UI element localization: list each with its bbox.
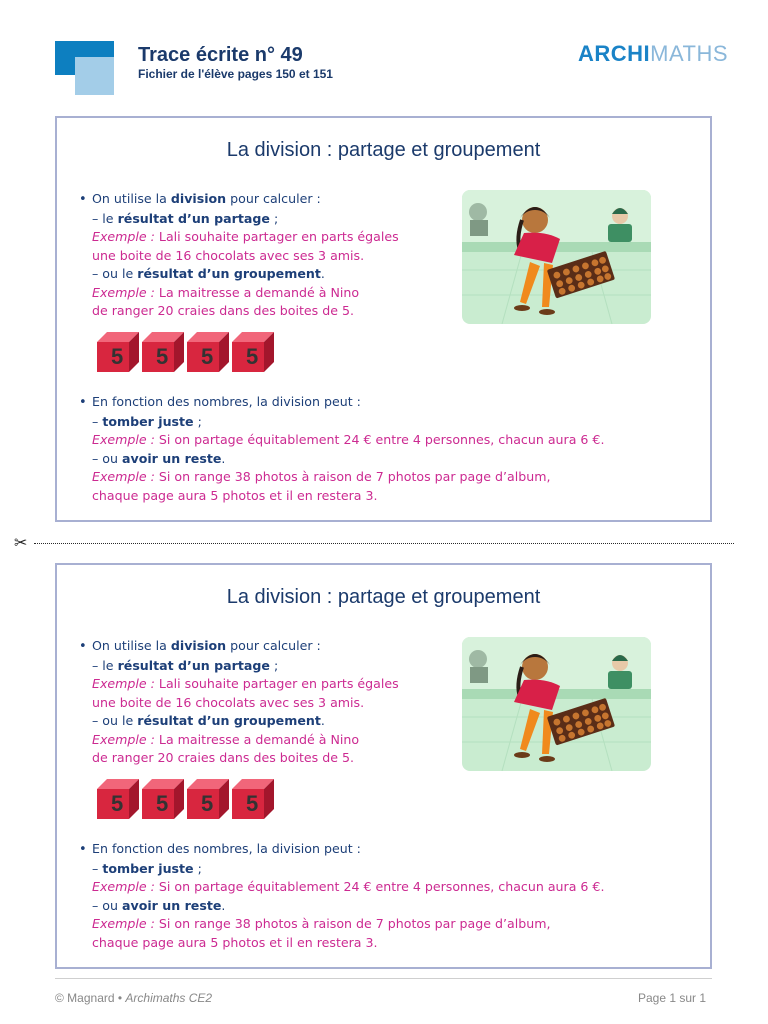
brand-part1: ARCHI <box>578 41 651 66</box>
brand-part2: MATHS <box>650 41 729 66</box>
example-label: Exemple : <box>92 469 155 484</box>
example-label: Exemple : <box>92 879 155 894</box>
section-division-uses <box>79 637 399 768</box>
example-label: Exemple : <box>92 916 155 931</box>
card-title: La division : partage et groupement <box>226 586 541 608</box>
text-run: ; <box>269 657 279 673</box>
text-run: pour calculer : <box>226 191 321 206</box>
keyword: tomber juste <box>102 860 194 876</box>
box-digit: 5 <box>156 344 169 369</box>
example-line <box>79 915 604 934</box>
text-run: – ou <box>92 450 122 466</box>
box-digit: 5 <box>201 791 214 816</box>
chalk-box-icon <box>97 332 139 372</box>
footer-divider <box>55 978 712 979</box>
example-line: de ranger 20 craies dans des boites de 5. <box>92 303 354 318</box>
example-label: Exemple : <box>92 676 155 691</box>
text-run: – ou le <box>92 266 138 281</box>
bullet-icon: • <box>79 639 87 654</box>
bullet-icon: • <box>79 192 87 207</box>
keyword: avoir un reste <box>122 450 222 466</box>
box-digit: 5 <box>111 344 124 369</box>
bullet-icon: • <box>79 395 87 410</box>
box-digit: 5 <box>111 791 124 816</box>
girl-chocolates-illustration <box>462 637 651 771</box>
chalk-box-icon <box>232 332 274 372</box>
chalk-box-icon <box>142 332 184 372</box>
text-line <box>79 840 604 860</box>
text-line <box>79 210 399 229</box>
chalk-box-icon <box>187 779 229 819</box>
box-digit: 5 <box>156 791 169 816</box>
chalk-box-icon <box>232 779 274 819</box>
text-run: ; <box>193 413 202 429</box>
keyword: tomber juste <box>102 413 194 429</box>
text-run: ; <box>193 860 202 876</box>
text-line <box>79 712 399 731</box>
text-line <box>79 657 399 676</box>
text-run: Lali souhaite partager en parts égales <box>154 676 399 691</box>
text-line <box>79 450 604 469</box>
footer-page-number: Page 1 sur 1 <box>638 991 707 1005</box>
text-line <box>79 265 399 284</box>
example-label: Exemple : <box>92 284 155 300</box>
keyword: résultat d’un partage <box>117 210 270 226</box>
chalk-box-icon <box>187 332 229 372</box>
girl-chocolates-illustration <box>462 190 651 324</box>
text-run: ; <box>269 210 279 226</box>
text-run: La maitresse a demandé à Nino <box>154 731 360 747</box>
box-digit: 5 <box>201 344 214 369</box>
section-division-results <box>79 393 604 505</box>
keyword: division <box>170 638 227 653</box>
keyword: résultat d’un groupement <box>137 266 321 281</box>
card-title: La division : partage et groupement <box>226 139 541 161</box>
text-run: La maitresse a demandé à Nino <box>154 284 360 300</box>
chalk-box-icon <box>142 779 184 819</box>
example-line <box>79 731 399 750</box>
example-line: chaque page aura 5 photos et il en restera 3. <box>92 487 378 503</box>
bullet-icon: • <box>79 842 87 857</box>
footer-publisher: © Magnard • <box>55 991 126 1005</box>
text-run: Si on partage équitablement 24 € entre 4 personnes, chacun aura 6 €. <box>154 879 605 894</box>
text-run: – le <box>92 657 118 673</box>
example-line: une boite de 16 chocolats avec ses 3 amis. <box>92 694 365 710</box>
text-run: – ou <box>92 897 122 913</box>
example-line: de ranger 20 craies dans des boites de 5. <box>92 750 354 765</box>
text-line <box>79 860 604 879</box>
keyword: résultat d’un partage <box>117 657 270 673</box>
box-digit: 5 <box>246 344 259 369</box>
example-line <box>79 675 399 694</box>
page-subtitle: Fichier de l'élève pages 150 et 151 <box>138 67 333 81</box>
example-label: Exemple : <box>92 432 155 447</box>
example-line <box>79 431 604 450</box>
section-division-results <box>79 840 604 952</box>
footer-copyright <box>55 991 212 1005</box>
text-run: Si on partage équitablement 24 € entre 4 personnes, chacun aura 6 €. <box>154 432 605 447</box>
text-run: En fonction des nombres, la division peut : <box>92 394 361 409</box>
keyword: avoir un reste <box>122 897 222 913</box>
page-title: Trace écrite n° 49 <box>138 44 303 66</box>
footer-book-title: Archimaths CE2 <box>125 991 213 1005</box>
text-run: pour calculer : <box>226 638 321 653</box>
text-run: . <box>221 897 226 913</box>
lesson-card-2 <box>55 563 712 969</box>
text-line <box>79 637 399 657</box>
text-run: – le <box>92 210 118 226</box>
keyword: division <box>170 191 227 206</box>
example-label: Exemple : <box>92 229 155 244</box>
example-line: une boite de 16 chocolats avec ses 3 amis. <box>92 247 365 263</box>
example-line <box>79 228 399 247</box>
box-digit: 5 <box>246 791 259 816</box>
section-division-uses <box>79 190 399 321</box>
logo-square-light <box>75 57 114 95</box>
text-run: . <box>221 450 226 466</box>
text-line <box>79 413 604 432</box>
example-label: Exemple : <box>92 731 155 747</box>
text-run: Si on range 38 photos à raison de 7 photos par page d’album, <box>154 469 551 484</box>
text-run: Si on range 38 photos à raison de 7 photos par page d’album, <box>154 916 551 931</box>
chalk-boxes-illustration <box>93 775 283 825</box>
text-run: – <box>92 413 103 429</box>
text-run: – ou le <box>92 713 138 728</box>
chalk-boxes-illustration <box>93 328 283 378</box>
example-line: chaque page aura 5 photos et il en restera 3. <box>92 934 378 950</box>
example-line <box>79 878 604 897</box>
example-line <box>79 284 399 303</box>
text-run: . <box>320 713 325 728</box>
lesson-card-1 <box>55 116 712 522</box>
text-line <box>79 897 604 916</box>
example-line <box>79 468 604 487</box>
cut-line <box>34 543 734 544</box>
text-line <box>79 190 399 210</box>
text-run: On utilise la <box>92 638 171 653</box>
text-run: En fonction des nombres, la division peut : <box>92 841 361 856</box>
text-run: . <box>320 266 325 281</box>
brand-logo <box>578 41 728 67</box>
keyword: résultat d’un groupement <box>137 713 321 728</box>
chalk-box-icon <box>97 779 139 819</box>
text-run: – <box>92 860 103 876</box>
text-run: Lali souhaite partager en parts égales <box>154 229 399 244</box>
text-line <box>79 393 604 413</box>
text-run: On utilise la <box>92 191 171 206</box>
scissors-icon: ✂ <box>14 535 28 552</box>
